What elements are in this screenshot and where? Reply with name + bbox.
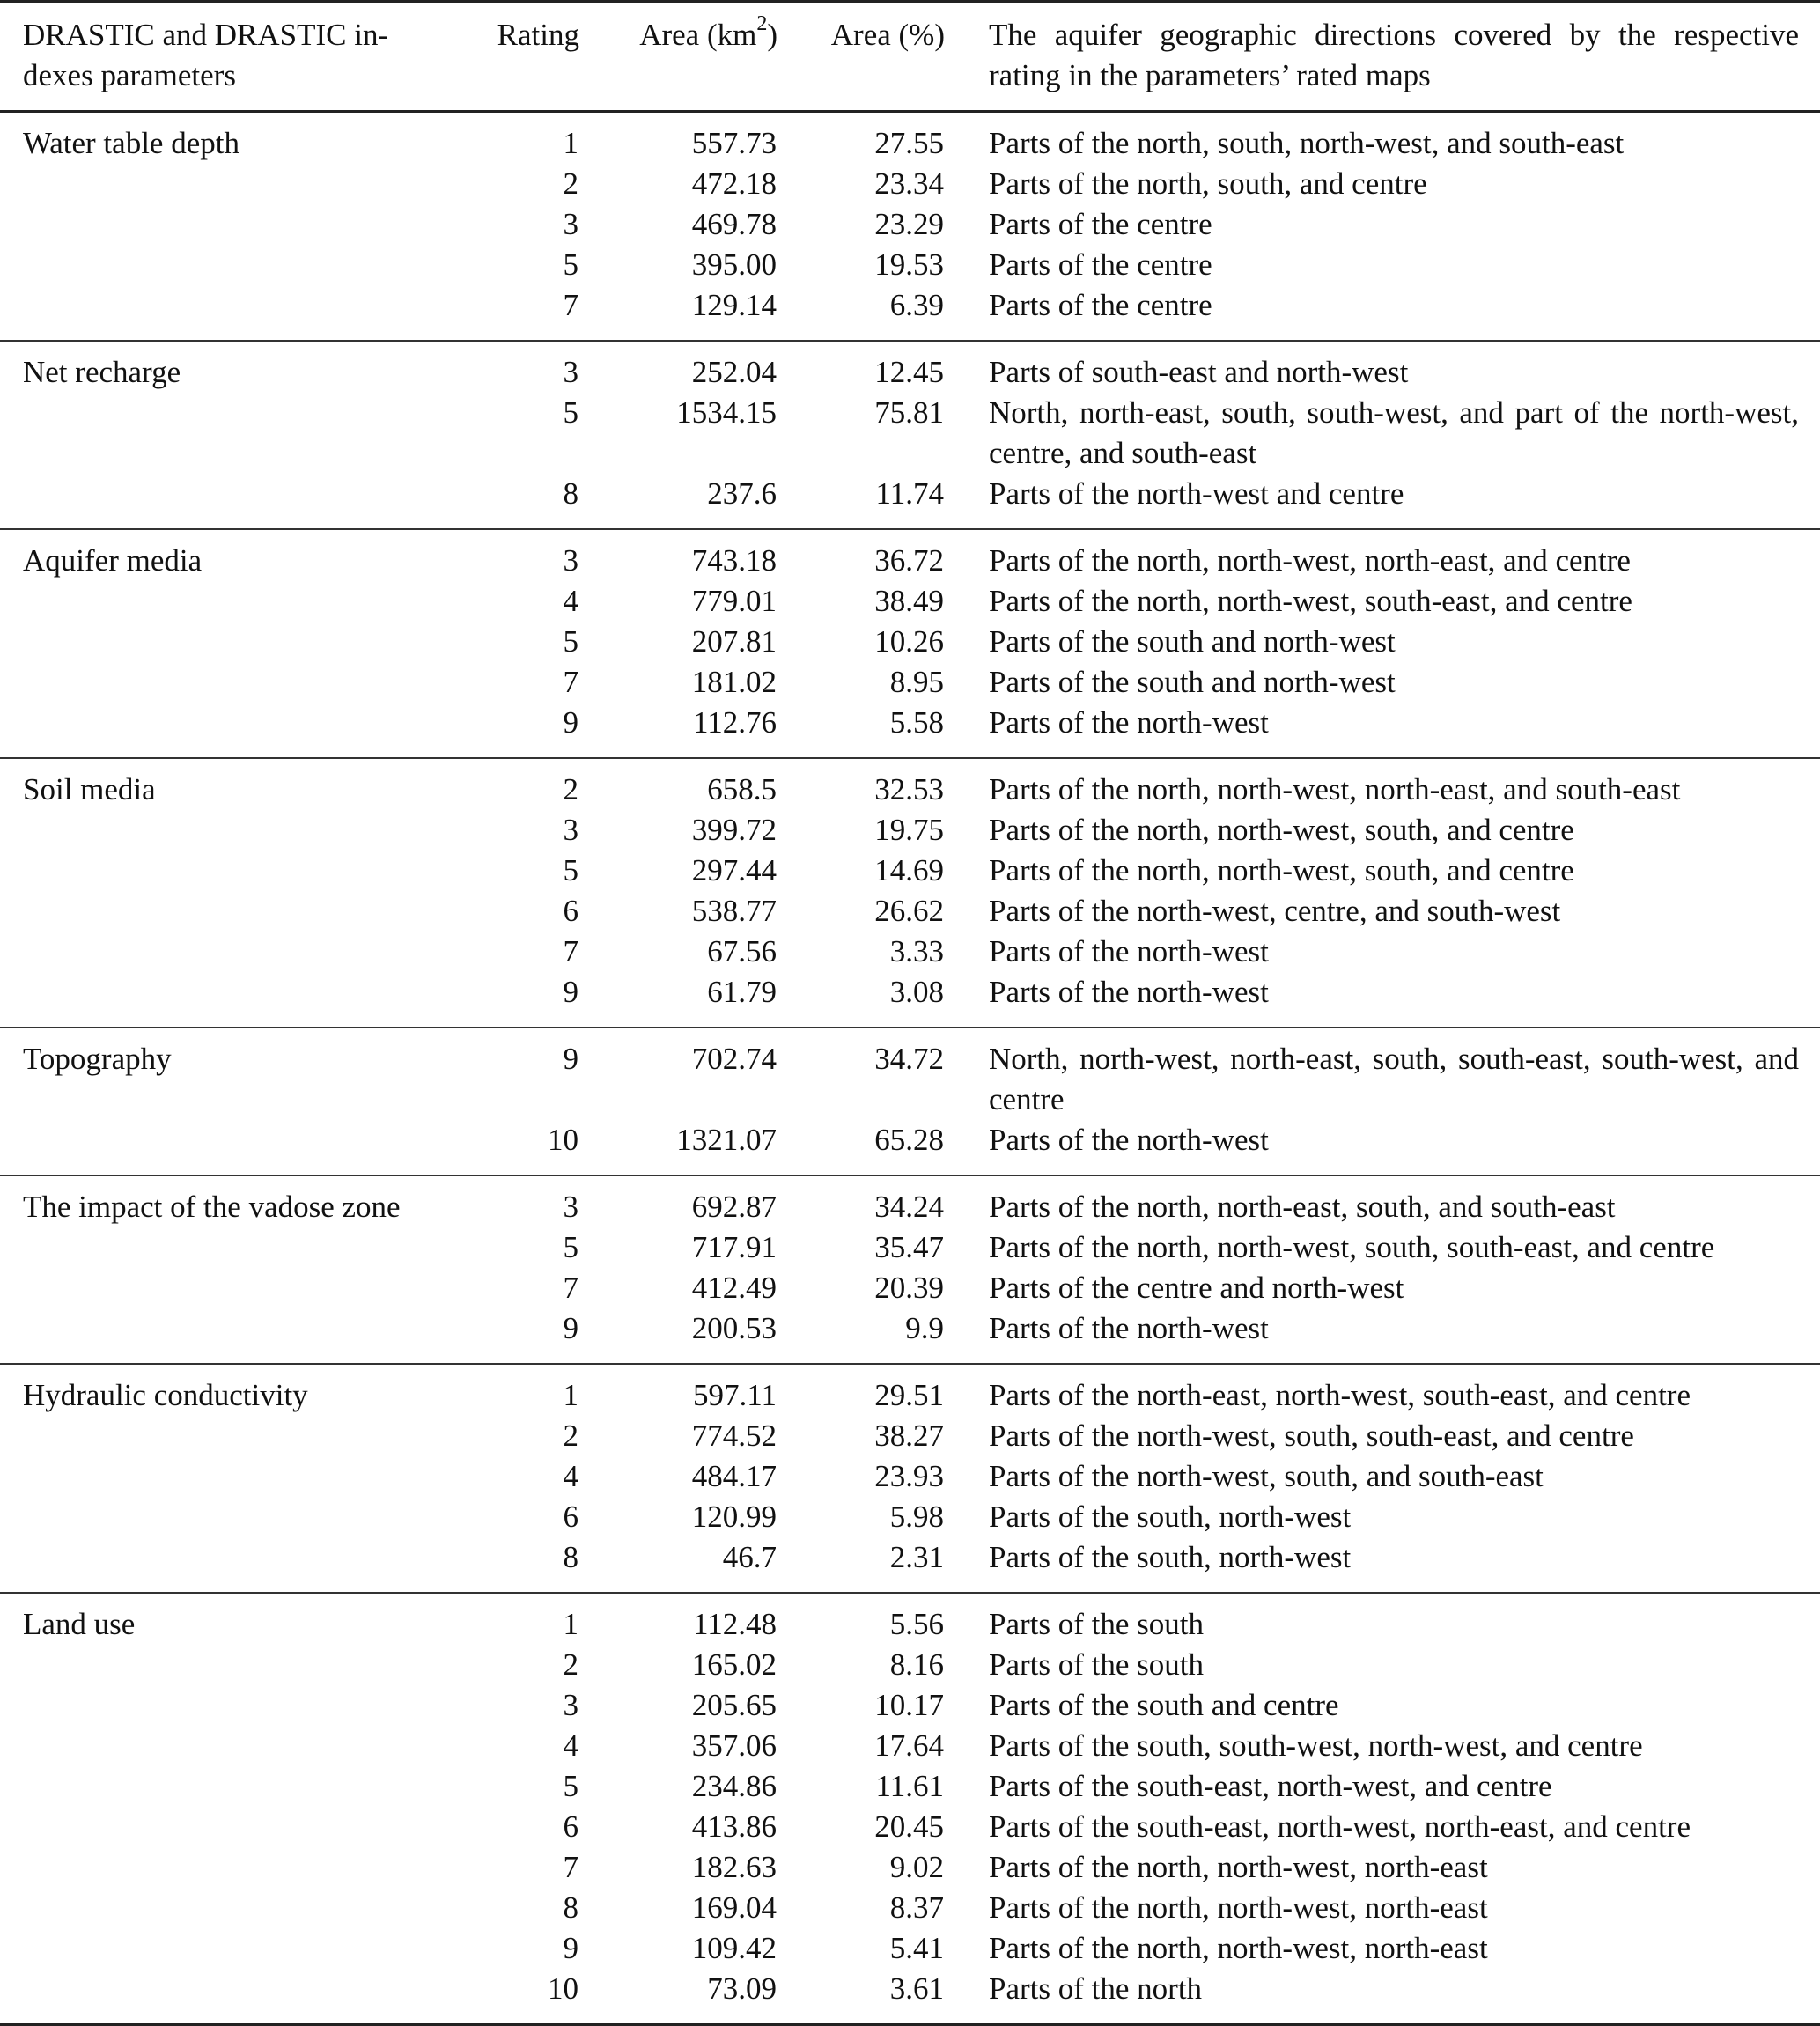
table-row bbox=[0, 285, 1820, 341]
directions-text: Parts of the south and north-west bbox=[989, 624, 1396, 659]
parameter-name: Hydraulic conductivity bbox=[23, 1378, 308, 1412]
parameter-name bbox=[0, 245, 467, 285]
table-row bbox=[0, 1537, 1820, 1593]
area-km2-value: 472.18 bbox=[691, 166, 777, 201]
rating-value: 5 bbox=[563, 624, 578, 659]
rating-value: 3 bbox=[563, 813, 578, 847]
directions-text: Parts of the south, north-west bbox=[945, 1537, 1820, 1593]
area-km2-value: 205.65 bbox=[691, 1688, 777, 1722]
header-directions: The aquifer geographic directions covered by the respective rating in the parameters’ rated maps bbox=[945, 2, 1820, 112]
table-row bbox=[0, 245, 1820, 285]
parameter-group bbox=[0, 1028, 1820, 1175]
area-percent-value: 5.58 bbox=[777, 703, 945, 758]
area-km2-value: 557.73 bbox=[691, 126, 777, 160]
area-percent-value: 23.93 bbox=[874, 1459, 944, 1493]
parameter-name bbox=[0, 1416, 467, 1456]
parameter-group bbox=[0, 529, 1820, 758]
area-km2-value: 112.48 bbox=[693, 1607, 777, 1641]
parameter-name bbox=[0, 1268, 467, 1308]
area-percent-value: 17.64 bbox=[874, 1728, 944, 1763]
parameter-name bbox=[0, 662, 467, 703]
rating-value: 6 bbox=[563, 894, 578, 928]
rating-value: 9 bbox=[467, 703, 579, 758]
parameter-name bbox=[0, 1645, 467, 1685]
area-km2-value: 395.00 bbox=[691, 247, 777, 282]
area-percent-value: 10.17 bbox=[874, 1688, 944, 1722]
area-percent-value: 35.47 bbox=[874, 1230, 944, 1264]
rating-value: 7 bbox=[467, 285, 579, 341]
table-header bbox=[0, 2, 1820, 112]
table-row bbox=[0, 758, 1820, 810]
table-row bbox=[0, 1364, 1820, 1416]
area-percent-value: 34.72 bbox=[874, 1042, 944, 1076]
directions-text: Parts of the north, north-west, north-east bbox=[989, 1850, 1488, 1884]
rating-value: 6 bbox=[563, 1499, 578, 1534]
directions-text: Parts of the north, south, and centre bbox=[989, 166, 1427, 201]
table-row bbox=[0, 810, 1820, 851]
directions-text: Parts of the north, north-west, north-east bbox=[989, 1931, 1488, 1965]
directions-text: Parts of the north, north-west, south, and centre bbox=[989, 853, 1574, 888]
directions-text: Parts of south-east and north-west bbox=[989, 355, 1409, 389]
directions-text: Parts of the centre and north-west bbox=[989, 1271, 1404, 1305]
directions-text: Parts of the north-west bbox=[945, 703, 1820, 758]
parameter-name bbox=[0, 1766, 467, 1807]
area-km2-value: 129.14 bbox=[579, 285, 777, 341]
area-percent-value: 32.53 bbox=[874, 772, 944, 807]
directions-text: Parts of the north bbox=[945, 1969, 1820, 2025]
rating-value: 1 bbox=[563, 1378, 578, 1412]
rating-value: 5 bbox=[563, 1230, 578, 1264]
table-row bbox=[0, 1645, 1820, 1685]
area-percent-value: 11.61 bbox=[875, 1769, 944, 1803]
table-row bbox=[0, 891, 1820, 932]
directions-text: Parts of the north, south, north-west, and south-east bbox=[989, 126, 1625, 160]
area-percent-value: 38.27 bbox=[874, 1418, 944, 1453]
area-percent-value: 20.45 bbox=[874, 1809, 944, 1844]
rating-value: 4 bbox=[563, 584, 578, 618]
header-rating: Rating bbox=[467, 2, 579, 112]
area-km2-value: 169.04 bbox=[691, 1890, 777, 1925]
area-percent-value: 6.39 bbox=[777, 285, 945, 341]
area-percent-value: 34.24 bbox=[874, 1190, 944, 1224]
area-percent-value: 23.29 bbox=[874, 207, 944, 241]
parameter-name bbox=[0, 1847, 467, 1888]
area-percent-value: 3.08 bbox=[777, 972, 945, 1028]
directions-text: Parts of the south-east, north-west, and centre bbox=[989, 1769, 1552, 1803]
area-km2-value: 469.78 bbox=[691, 207, 777, 241]
area-percent-value: 5.56 bbox=[889, 1607, 944, 1641]
area-km2-value: 412.49 bbox=[691, 1271, 777, 1305]
table-row bbox=[0, 1847, 1820, 1888]
parameter-group bbox=[0, 341, 1820, 529]
parameter-name bbox=[0, 474, 467, 529]
directions-text: Parts of the south bbox=[989, 1647, 1205, 1682]
table-row bbox=[0, 1120, 1820, 1175]
parameter-name bbox=[0, 285, 467, 341]
parameter-name bbox=[0, 972, 467, 1028]
area-km2-value: 46.7 bbox=[579, 1537, 777, 1593]
area-km2-value: 61.79 bbox=[579, 972, 777, 1028]
parameter-name: Topography bbox=[23, 1042, 172, 1076]
parameter-name bbox=[0, 622, 467, 662]
directions-text: Parts of the north-west bbox=[989, 934, 1269, 969]
area-km2-value: 165.02 bbox=[691, 1647, 777, 1682]
rating-value: 9 bbox=[467, 1308, 579, 1364]
parameter-name bbox=[0, 1308, 467, 1364]
parameter-name bbox=[0, 393, 467, 474]
parameter-name bbox=[0, 581, 467, 622]
table-row bbox=[0, 972, 1820, 1028]
parameter-name bbox=[0, 164, 467, 204]
area-km2-value: 67.56 bbox=[707, 934, 777, 969]
rating-value: 3 bbox=[563, 355, 578, 389]
parameter-name: Soil media bbox=[23, 772, 156, 807]
area-percent-value: 29.51 bbox=[874, 1378, 944, 1412]
header-area-km2-superscript: 2 bbox=[756, 12, 768, 36]
table-row bbox=[0, 1227, 1820, 1268]
directions-text: North, north-west, north-east, south, south-east, south-west, and centre bbox=[989, 1042, 1799, 1116]
parameter-name: Water table depth bbox=[23, 126, 239, 160]
directions-text: Parts of the south and centre bbox=[989, 1688, 1339, 1722]
area-km2-value: 538.77 bbox=[691, 894, 777, 928]
rating-value: 8 bbox=[467, 474, 579, 529]
area-percent-value: 36.72 bbox=[874, 543, 944, 578]
directions-text: Parts of the north-west and centre bbox=[945, 474, 1820, 529]
parameter-name bbox=[0, 204, 467, 245]
area-percent-value: 3.61 bbox=[777, 1969, 945, 2025]
rating-value: 2 bbox=[563, 1418, 578, 1453]
parameter-name bbox=[0, 810, 467, 851]
area-km2-value: 120.99 bbox=[691, 1499, 777, 1534]
table-row bbox=[0, 703, 1820, 758]
rating-value: 5 bbox=[563, 247, 578, 282]
area-km2-value: 237.6 bbox=[579, 474, 777, 529]
rating-value: 5 bbox=[563, 1769, 578, 1803]
table-row bbox=[0, 1028, 1820, 1120]
parameter-name: Land use bbox=[23, 1607, 136, 1641]
area-percent-value: 5.98 bbox=[889, 1499, 944, 1534]
rating-value: 2 bbox=[563, 1647, 578, 1682]
table-row bbox=[0, 1416, 1820, 1456]
directions-text: Parts of the centre bbox=[989, 247, 1212, 282]
parameter-name bbox=[0, 1120, 467, 1175]
area-km2-value: 234.86 bbox=[691, 1769, 777, 1803]
parameter-group bbox=[0, 1175, 1820, 1364]
directions-text: Parts of the south, south-west, north-west, and centre bbox=[989, 1728, 1643, 1763]
table-row bbox=[0, 164, 1820, 204]
area-km2-value: 182.63 bbox=[691, 1850, 777, 1884]
rating-value: 10 bbox=[467, 1120, 579, 1175]
area-km2-value: 413.86 bbox=[691, 1809, 777, 1844]
header-area-km2-prefix: Area (km bbox=[639, 18, 757, 52]
parameter-name bbox=[0, 932, 467, 972]
parameter-name bbox=[0, 1969, 467, 2025]
parameter-name: Aquifer media bbox=[23, 543, 203, 578]
parameter-name bbox=[0, 703, 467, 758]
rating-value: 9 bbox=[563, 1931, 578, 1965]
directions-text: Parts of the north, north-west, south, south-east, and centre bbox=[989, 1230, 1715, 1264]
parameter-name bbox=[0, 1807, 467, 1847]
table-row bbox=[0, 581, 1820, 622]
area-km2-value: 1534.15 bbox=[676, 395, 777, 430]
parameter-group bbox=[0, 112, 1820, 342]
directions-text: Parts of the north-east, north-west, south-east, and centre bbox=[989, 1378, 1691, 1412]
rating-value: 8 bbox=[467, 1537, 579, 1593]
rating-value: 7 bbox=[563, 1850, 578, 1884]
directions-text: Parts of the north, north-west, north-east, and centre bbox=[989, 543, 1631, 578]
area-percent-value: 5.41 bbox=[889, 1931, 944, 1965]
area-km2-value: 702.74 bbox=[691, 1042, 777, 1076]
area-percent-value: 12.45 bbox=[874, 355, 944, 389]
directions-text: Parts of the north, north-west, north-east, and south-east bbox=[989, 772, 1681, 807]
area-percent-value: 9.9 bbox=[777, 1308, 945, 1364]
header-row bbox=[0, 2, 1820, 112]
directions-text: Parts of the south bbox=[989, 1607, 1205, 1641]
table-row bbox=[0, 662, 1820, 703]
rating-value: 4 bbox=[563, 1728, 578, 1763]
parameter-name bbox=[0, 1928, 467, 1969]
table-row bbox=[0, 851, 1820, 891]
parameter-name bbox=[0, 1537, 467, 1593]
directions-text: Parts of the north-west bbox=[945, 1308, 1820, 1364]
directions-text: Parts of the north-west, south, and south-east bbox=[989, 1459, 1544, 1493]
table-row bbox=[0, 622, 1820, 662]
area-percent-value: 10.26 bbox=[874, 624, 944, 659]
parameter-group bbox=[0, 1593, 1820, 2025]
rating-value: 2 bbox=[563, 166, 578, 201]
directions-text: Parts of the north, north-west, south, and centre bbox=[989, 813, 1574, 847]
table-row bbox=[0, 1593, 1820, 1645]
area-percent-value: 65.28 bbox=[777, 1120, 945, 1175]
area-km2-value: 73.09 bbox=[579, 1969, 777, 2025]
directions-text: Parts of the south and north-west bbox=[989, 665, 1396, 699]
rating-value: 3 bbox=[563, 1688, 578, 1722]
directions-text: Parts of the south-east, north-west, north-east, and centre bbox=[989, 1809, 1691, 1844]
area-km2-value: 717.91 bbox=[691, 1230, 777, 1264]
directions-text: Parts of the south, north-west bbox=[989, 1499, 1352, 1534]
area-percent-value: 20.39 bbox=[874, 1271, 944, 1305]
area-km2-value: 658.5 bbox=[707, 772, 777, 807]
area-percent-value: 14.69 bbox=[874, 853, 944, 888]
area-percent-value: 8.95 bbox=[889, 665, 944, 699]
header-parameter bbox=[0, 2, 467, 112]
header-parameter-line2: dexes parameters bbox=[23, 58, 236, 92]
table-row bbox=[0, 1308, 1820, 1364]
rating-value: 5 bbox=[563, 853, 578, 888]
rating-value: 3 bbox=[563, 207, 578, 241]
directions-text: Parts of the centre bbox=[989, 207, 1212, 241]
parameter-name: The impact of the vadose zone bbox=[23, 1190, 401, 1224]
table-row bbox=[0, 1726, 1820, 1766]
rating-value: 2 bbox=[563, 772, 578, 807]
area-km2-value: 181.02 bbox=[691, 665, 777, 699]
table-row bbox=[0, 1928, 1820, 1969]
area-km2-value: 779.01 bbox=[691, 584, 777, 618]
area-km2-value: 297.44 bbox=[691, 853, 777, 888]
area-km2-value: 207.81 bbox=[691, 624, 777, 659]
rating-value: 3 bbox=[563, 1190, 578, 1224]
parameter-name bbox=[0, 1456, 467, 1497]
rating-value: 7 bbox=[563, 1271, 578, 1305]
area-percent-value: 3.33 bbox=[889, 934, 944, 969]
area-percent-value: 8.37 bbox=[889, 1890, 944, 1925]
table-row bbox=[0, 1969, 1820, 2025]
table-row bbox=[0, 1685, 1820, 1726]
directions-text: Parts of the north-west, centre, and south-west bbox=[989, 894, 1561, 928]
area-km2-value: 743.18 bbox=[691, 543, 777, 578]
parameter-name bbox=[0, 1497, 467, 1537]
table-row bbox=[0, 529, 1820, 581]
area-km2-value: 200.53 bbox=[579, 1308, 777, 1364]
header-area-km2-suffix: ) bbox=[767, 18, 777, 52]
rating-value: 7 bbox=[563, 934, 578, 969]
area-percent-value: 27.55 bbox=[874, 126, 944, 160]
area-km2-value: 1321.07 bbox=[579, 1120, 777, 1175]
table-row bbox=[0, 932, 1820, 972]
header-area-km2 bbox=[579, 2, 777, 112]
rating-value: 9 bbox=[563, 1042, 578, 1076]
directions-text: Parts of the north-west bbox=[945, 1120, 1820, 1175]
table-row bbox=[0, 1888, 1820, 1928]
directions-text: Parts of the north, north-east, south, and south-east bbox=[989, 1190, 1616, 1224]
area-km2-value: 484.17 bbox=[691, 1459, 777, 1493]
parameter-name: Net recharge bbox=[23, 355, 181, 389]
directions-text: North, north-east, south, south-west, and part of the north-west, centre, and south-east bbox=[989, 395, 1799, 470]
area-percent-value: 19.75 bbox=[874, 813, 944, 847]
area-percent-value: 11.74 bbox=[777, 474, 945, 529]
table-row bbox=[0, 1807, 1820, 1847]
area-percent-value: 26.62 bbox=[874, 894, 944, 928]
table-row bbox=[0, 112, 1820, 165]
rating-value: 6 bbox=[563, 1809, 578, 1844]
table-row bbox=[0, 204, 1820, 245]
header-parameter-line1: DRASTIC and DRASTIC in- bbox=[23, 18, 389, 52]
area-km2-value: 112.76 bbox=[579, 703, 777, 758]
directions-text: Parts of the north, north-west, north-east bbox=[989, 1890, 1488, 1925]
table-row bbox=[0, 393, 1820, 474]
table-row bbox=[0, 1497, 1820, 1537]
directions-text: Parts of the north, north-west, south-east, and centre bbox=[989, 584, 1632, 618]
table-row bbox=[0, 1456, 1820, 1497]
parameter-group bbox=[0, 758, 1820, 1028]
area-km2-value: 692.87 bbox=[691, 1190, 777, 1224]
table-row bbox=[0, 341, 1820, 393]
area-km2-value: 109.42 bbox=[691, 1931, 777, 1965]
area-km2-value: 252.04 bbox=[691, 355, 777, 389]
rating-value: 9 bbox=[467, 972, 579, 1028]
parameter-name bbox=[0, 1685, 467, 1726]
parameter-name bbox=[0, 1888, 467, 1928]
area-percent-value: 75.81 bbox=[874, 395, 944, 430]
rating-value: 3 bbox=[563, 543, 578, 578]
area-percent-value: 19.53 bbox=[874, 247, 944, 282]
area-km2-value: 357.06 bbox=[691, 1728, 777, 1763]
table-row bbox=[0, 1766, 1820, 1807]
rating-value: 4 bbox=[563, 1459, 578, 1493]
parameter-group bbox=[0, 1364, 1820, 1593]
area-percent-value: 9.02 bbox=[889, 1850, 944, 1884]
area-km2-value: 774.52 bbox=[691, 1418, 777, 1453]
directions-text: Parts of the centre bbox=[945, 285, 1820, 341]
table-row bbox=[0, 1175, 1820, 1227]
parameter-name bbox=[0, 1227, 467, 1268]
area-percent-value: 23.34 bbox=[874, 166, 944, 201]
directions-text: Parts of the north-west, south, south-east, and centre bbox=[989, 1418, 1634, 1453]
rating-value: 8 bbox=[563, 1890, 578, 1925]
table-row bbox=[0, 474, 1820, 529]
area-percent-value: 8.16 bbox=[889, 1647, 944, 1682]
rating-value: 10 bbox=[467, 1969, 579, 2025]
area-km2-value: 597.11 bbox=[693, 1378, 777, 1412]
rating-value: 5 bbox=[563, 395, 578, 430]
directions-text: Parts of the north-west bbox=[945, 972, 1820, 1028]
area-percent-value: 38.49 bbox=[874, 584, 944, 618]
header-area-percent: Area (%) bbox=[777, 2, 945, 112]
rating-value: 7 bbox=[563, 665, 578, 699]
parameter-name bbox=[0, 891, 467, 932]
parameter-name bbox=[0, 1726, 467, 1766]
area-km2-value: 399.72 bbox=[691, 813, 777, 847]
rating-value: 1 bbox=[563, 1607, 578, 1641]
table-row bbox=[0, 1268, 1820, 1308]
parameter-name bbox=[0, 851, 467, 891]
rating-value: 1 bbox=[563, 126, 578, 160]
area-percent-value: 2.31 bbox=[777, 1537, 945, 1593]
